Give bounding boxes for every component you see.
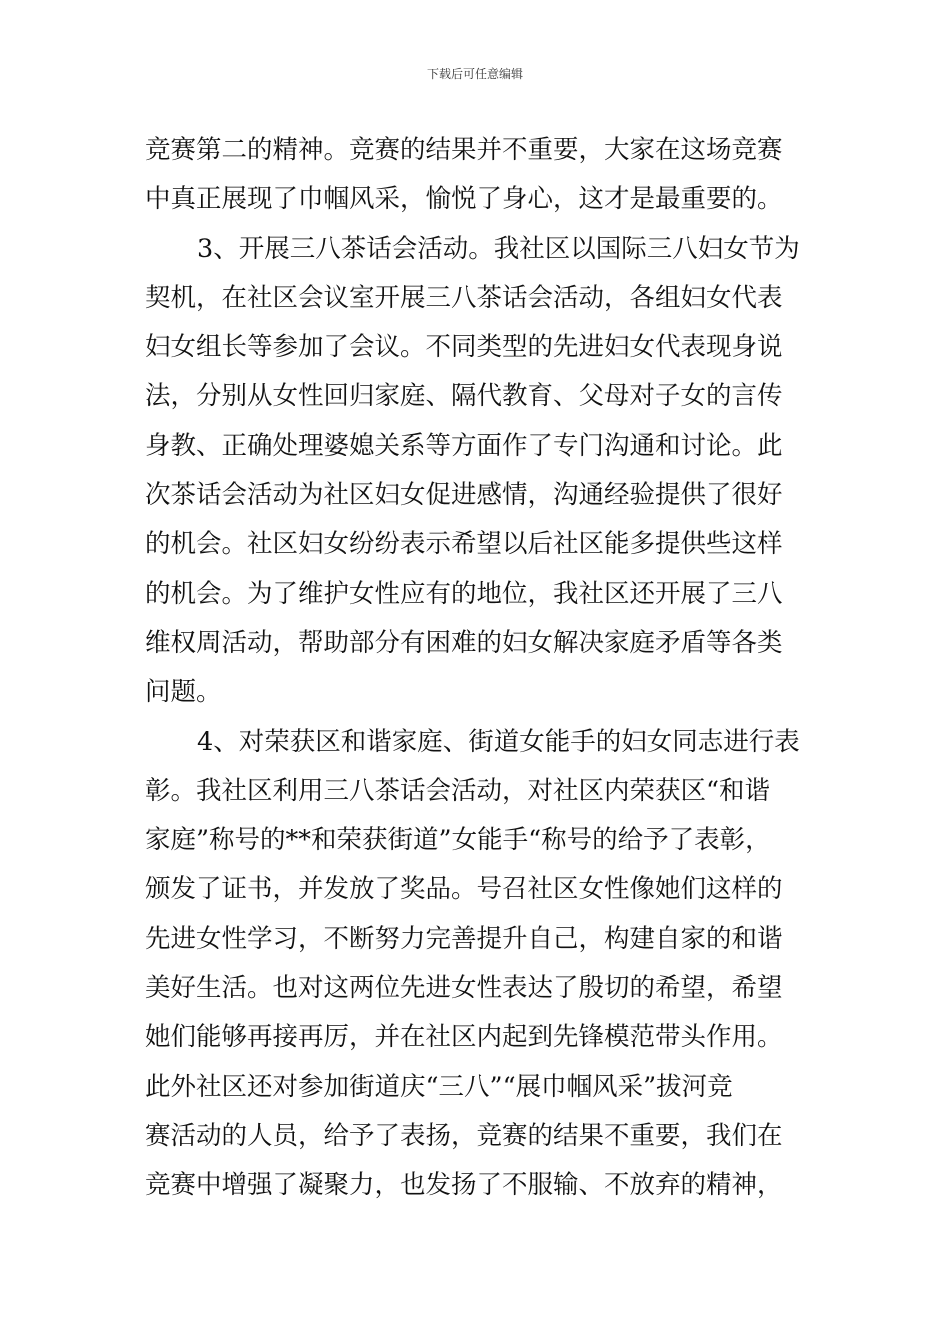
text-line: 美好生活。也对这两位先进女性表达了殷切的希望，希望 (145, 973, 783, 1004)
text-line: 赛活动的人员，给予了表扬，竞赛的结果不重要，我们在 (145, 1120, 783, 1151)
text-line: 4、对荣获区和谐家庭、街道女能手的妇女同志进行表 (197, 726, 800, 757)
text-line: 法，分别从女性回归家庭、隔代教育、父母对子女的言传 (145, 381, 783, 412)
text-line: 竞赛中增强了凝聚力，也发扬了不服输、不放弃的精神， (145, 1170, 783, 1201)
text-line: 身教、正确处理婆媳关系等方面作了专门沟通和讨论。此 (145, 430, 783, 461)
text-line: 的机会。为了维护女性应有的地位，我社区还开展了三八 (145, 578, 783, 609)
text-line: 此外社区还对参加街道庆“三八”“展巾帼风采”拔河竞 (145, 1071, 733, 1102)
text-line: 中真正展现了巾帼风采，愉悦了身心，这才是最重要的。 (145, 184, 783, 215)
page-header: 下载后可任意编辑 (426, 67, 523, 81)
document-body (145, 126, 815, 1211)
text-line: 颁发了证书，并发放了奖品。号召社区女性像她们这样的 (145, 874, 783, 905)
text-line: 的机会。社区妇女纷纷表示希望以后社区能多提供些这样 (145, 529, 783, 560)
text-line: 问题。 (145, 677, 222, 708)
text-line: 妇女组长等参加了会议。不同类型的先进妇女代表现身说 (145, 332, 783, 363)
text-line: 彰。我社区利用三八茶话会活动，对社区内荣获区“和谐 (145, 775, 771, 806)
text-line: 维权周活动，帮助部分有困难的妇女解决家庭矛盾等各类 (145, 627, 783, 658)
text-line: 家庭”称号的**和荣获街道”女能手“称号的给予了表彰， (145, 825, 771, 856)
text-line: 她们能够再接再厉，并在社区内起到先锋模范带头作用。 (145, 1022, 783, 1053)
text-line: 次茶话会活动为社区妇女促进感情，沟通经验提供了很好 (145, 480, 783, 511)
text-line: 竞赛第二的精神。竞赛的结果并不重要，大家在这场竞赛 (145, 135, 783, 165)
text-line: 先进女性学习，不断努力完善提升自己，构建自家的和谐 (145, 923, 783, 954)
text-line: 3、开展三八茶话会活动。我社区以国际三八妇女节为 (197, 233, 800, 264)
text-line: 契机，在社区会议室开展三八茶话会活动，各组妇女代表 (145, 282, 783, 313)
